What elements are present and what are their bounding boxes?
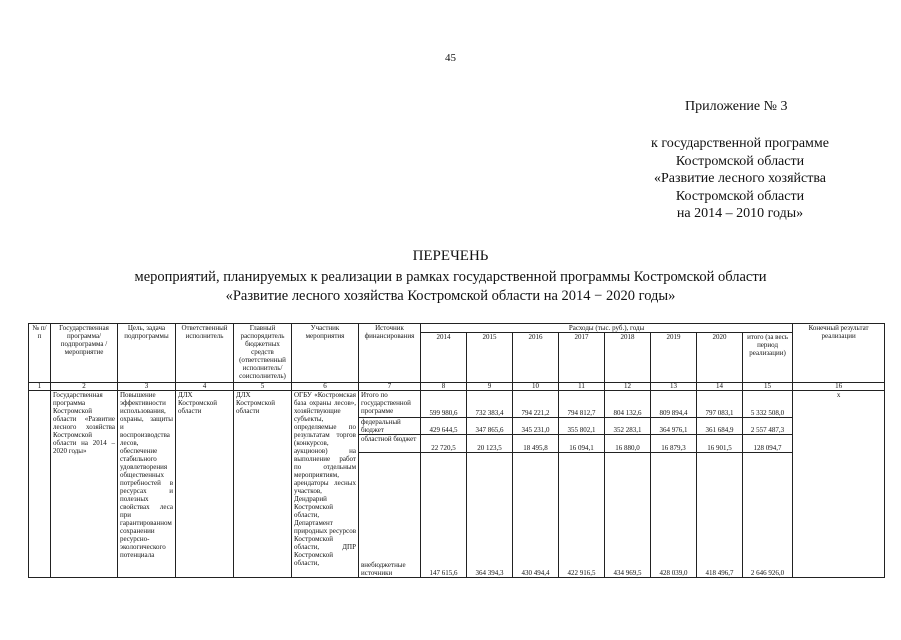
page-number: 45 <box>445 52 456 64</box>
column-number: 7 <box>359 383 421 391</box>
column-number: 6 <box>292 383 359 391</box>
funding-value: 345 231,0 <box>513 418 559 435</box>
heading-line-2: «Развитие лесного хозяйства Костромской области на 2014 − 2020 годы» <box>225 288 676 304</box>
funding-value: 355 802,1 <box>559 418 605 435</box>
row-result: х <box>793 391 885 578</box>
column-number: 11 <box>559 383 605 391</box>
row-responsible: ДЛХ Костромской области <box>176 391 234 578</box>
appendix-line: «Развитие лесного хозяйства <box>653 171 826 186</box>
appendix-line: Костромской области <box>675 188 805 204</box>
funding-source: Итого по государственной программе <box>359 391 421 418</box>
document-heading: ПЕРЕЧЕНЬ <box>412 248 489 264</box>
funding-source: внебюджетные источники <box>359 453 421 578</box>
header-goal: Цель, задача подпрограммы <box>118 324 176 383</box>
column-number: 12 <box>605 383 651 391</box>
header-year: 2018 <box>605 333 651 383</box>
header-source: Источник финансирования <box>359 324 421 383</box>
row-participant: ОГБУ «Костромская база охраны лесов», хозяйствующие субъекты, определяемые по результатам торгов (конкурсов, аукционов) на выполнение работ по отдельным мероприятиям, арендаторы лесных участков, Дендрарий Костромской области, Департамент природных ресурсов Костромской области, ДПР Костромской области, <box>292 391 359 578</box>
funding-value: 16 094,1 <box>559 435 605 453</box>
appendix-title: Приложение № 3 <box>685 99 788 114</box>
funding-total: 5 332 508,0 <box>743 391 793 418</box>
funding-value: 347 865,6 <box>467 418 513 435</box>
header-manager: Главный распорядитель бюджетных средств (ответственный исполнитель/ соисполнитель) <box>234 324 292 383</box>
header-participant: Участник мероприятия <box>292 324 359 383</box>
row-program: Государственная программа Костромской области «Развитие лесного хозяйства Костромской области на 2014 – 2020 годы» <box>51 391 118 578</box>
document-subheading <box>0 268 901 306</box>
funding-value: 16 880,0 <box>605 435 651 453</box>
appendix-line: на 2014 – 2010 годы» <box>676 206 804 221</box>
funding-value: 794 221,2 <box>513 391 559 418</box>
funding-value: 429 644,5 <box>421 418 467 435</box>
header-year: 2020 <box>697 333 743 383</box>
funding-total: 2 557 487,3 <box>743 418 793 435</box>
funding-value: 434 969,5 <box>605 453 651 578</box>
funding-value: 18 495,8 <box>513 435 559 453</box>
funding-value: 16 901,5 <box>697 435 743 453</box>
funding-value: 794 812,7 <box>559 391 605 418</box>
row-goal: Повышение эффективности использования, охраны, защиты и воспроизводства лесов, обеспечение стабильного удовлетворения общественных потребностей в ресурсах и полезных свойствах леса при гарантированном сохранении ресурсно-экологического потенциала <box>118 391 176 578</box>
column-number: 4 <box>176 383 234 391</box>
header-expenses: Расходы (тыс. руб.), годы <box>421 324 793 333</box>
funding-value: 422 916,5 <box>559 453 605 578</box>
header-responsible: Ответственный исполнитель <box>176 324 234 383</box>
funding-value: 364 394,3 <box>467 453 513 578</box>
funding-total: 2 646 926,0 <box>743 453 793 578</box>
funding-value: 364 976,1 <box>651 418 697 435</box>
funding-value: 428 039,0 <box>651 453 697 578</box>
funding-source: областной бюджет <box>359 435 421 453</box>
appendix-line: Костромской области <box>675 153 805 169</box>
column-number: 1 <box>29 383 51 391</box>
column-number: 15 <box>743 383 793 391</box>
header-result: Конечный результат реализации <box>793 324 885 383</box>
header-num: № п/п <box>29 324 51 383</box>
funding-value: 20 123,5 <box>467 435 513 453</box>
column-number: 9 <box>467 383 513 391</box>
column-number: 2 <box>51 383 118 391</box>
heading-line-1: мероприятий, планируемых к реализации в рамках государственной программы Костромской области <box>134 269 767 285</box>
funding-value: 418 496,7 <box>697 453 743 578</box>
header-program: Государственная программа/подпрограмма /мероприятие <box>51 324 118 383</box>
header-year: 2014 <box>421 333 467 383</box>
column-number: 5 <box>234 383 292 391</box>
funding-value: 147 615,6 <box>421 453 467 578</box>
funding-value: 804 132,6 <box>605 391 651 418</box>
funding-value: 599 980,6 <box>421 391 467 418</box>
funding-value: 809 894,4 <box>651 391 697 418</box>
header-year: 2019 <box>651 333 697 383</box>
funding-value: 22 720,5 <box>421 435 467 453</box>
column-number: 3 <box>118 383 176 391</box>
funding-value: 797 083,1 <box>697 391 743 418</box>
column-number: 10 <box>513 383 559 391</box>
row-manager: ДЛХ Костромской области <box>234 391 292 578</box>
funding-total: 128 094,7 <box>743 435 793 453</box>
funding-source: федеральный бюджет <box>359 418 421 435</box>
appendix-line: к государственной программе <box>651 136 829 151</box>
column-number: 16 <box>793 383 885 391</box>
header-total: итого (за весь период реализации) <box>743 333 793 383</box>
header-year: 2016 <box>513 333 559 383</box>
column-number: 13 <box>651 383 697 391</box>
funding-value: 430 494,4 <box>513 453 559 578</box>
header-year: 2017 <box>559 333 605 383</box>
header-year: 2015 <box>467 333 513 383</box>
funding-value: 16 879,3 <box>651 435 697 453</box>
column-number: 14 <box>697 383 743 391</box>
activities-table <box>28 323 885 578</box>
table-row <box>29 391 885 418</box>
column-number: 8 <box>421 383 467 391</box>
funding-value: 732 383,4 <box>467 391 513 418</box>
row-num <box>29 391 51 578</box>
appendix-subtitle <box>620 135 860 223</box>
funding-value: 361 684,9 <box>697 418 743 435</box>
funding-value: 352 283,1 <box>605 418 651 435</box>
